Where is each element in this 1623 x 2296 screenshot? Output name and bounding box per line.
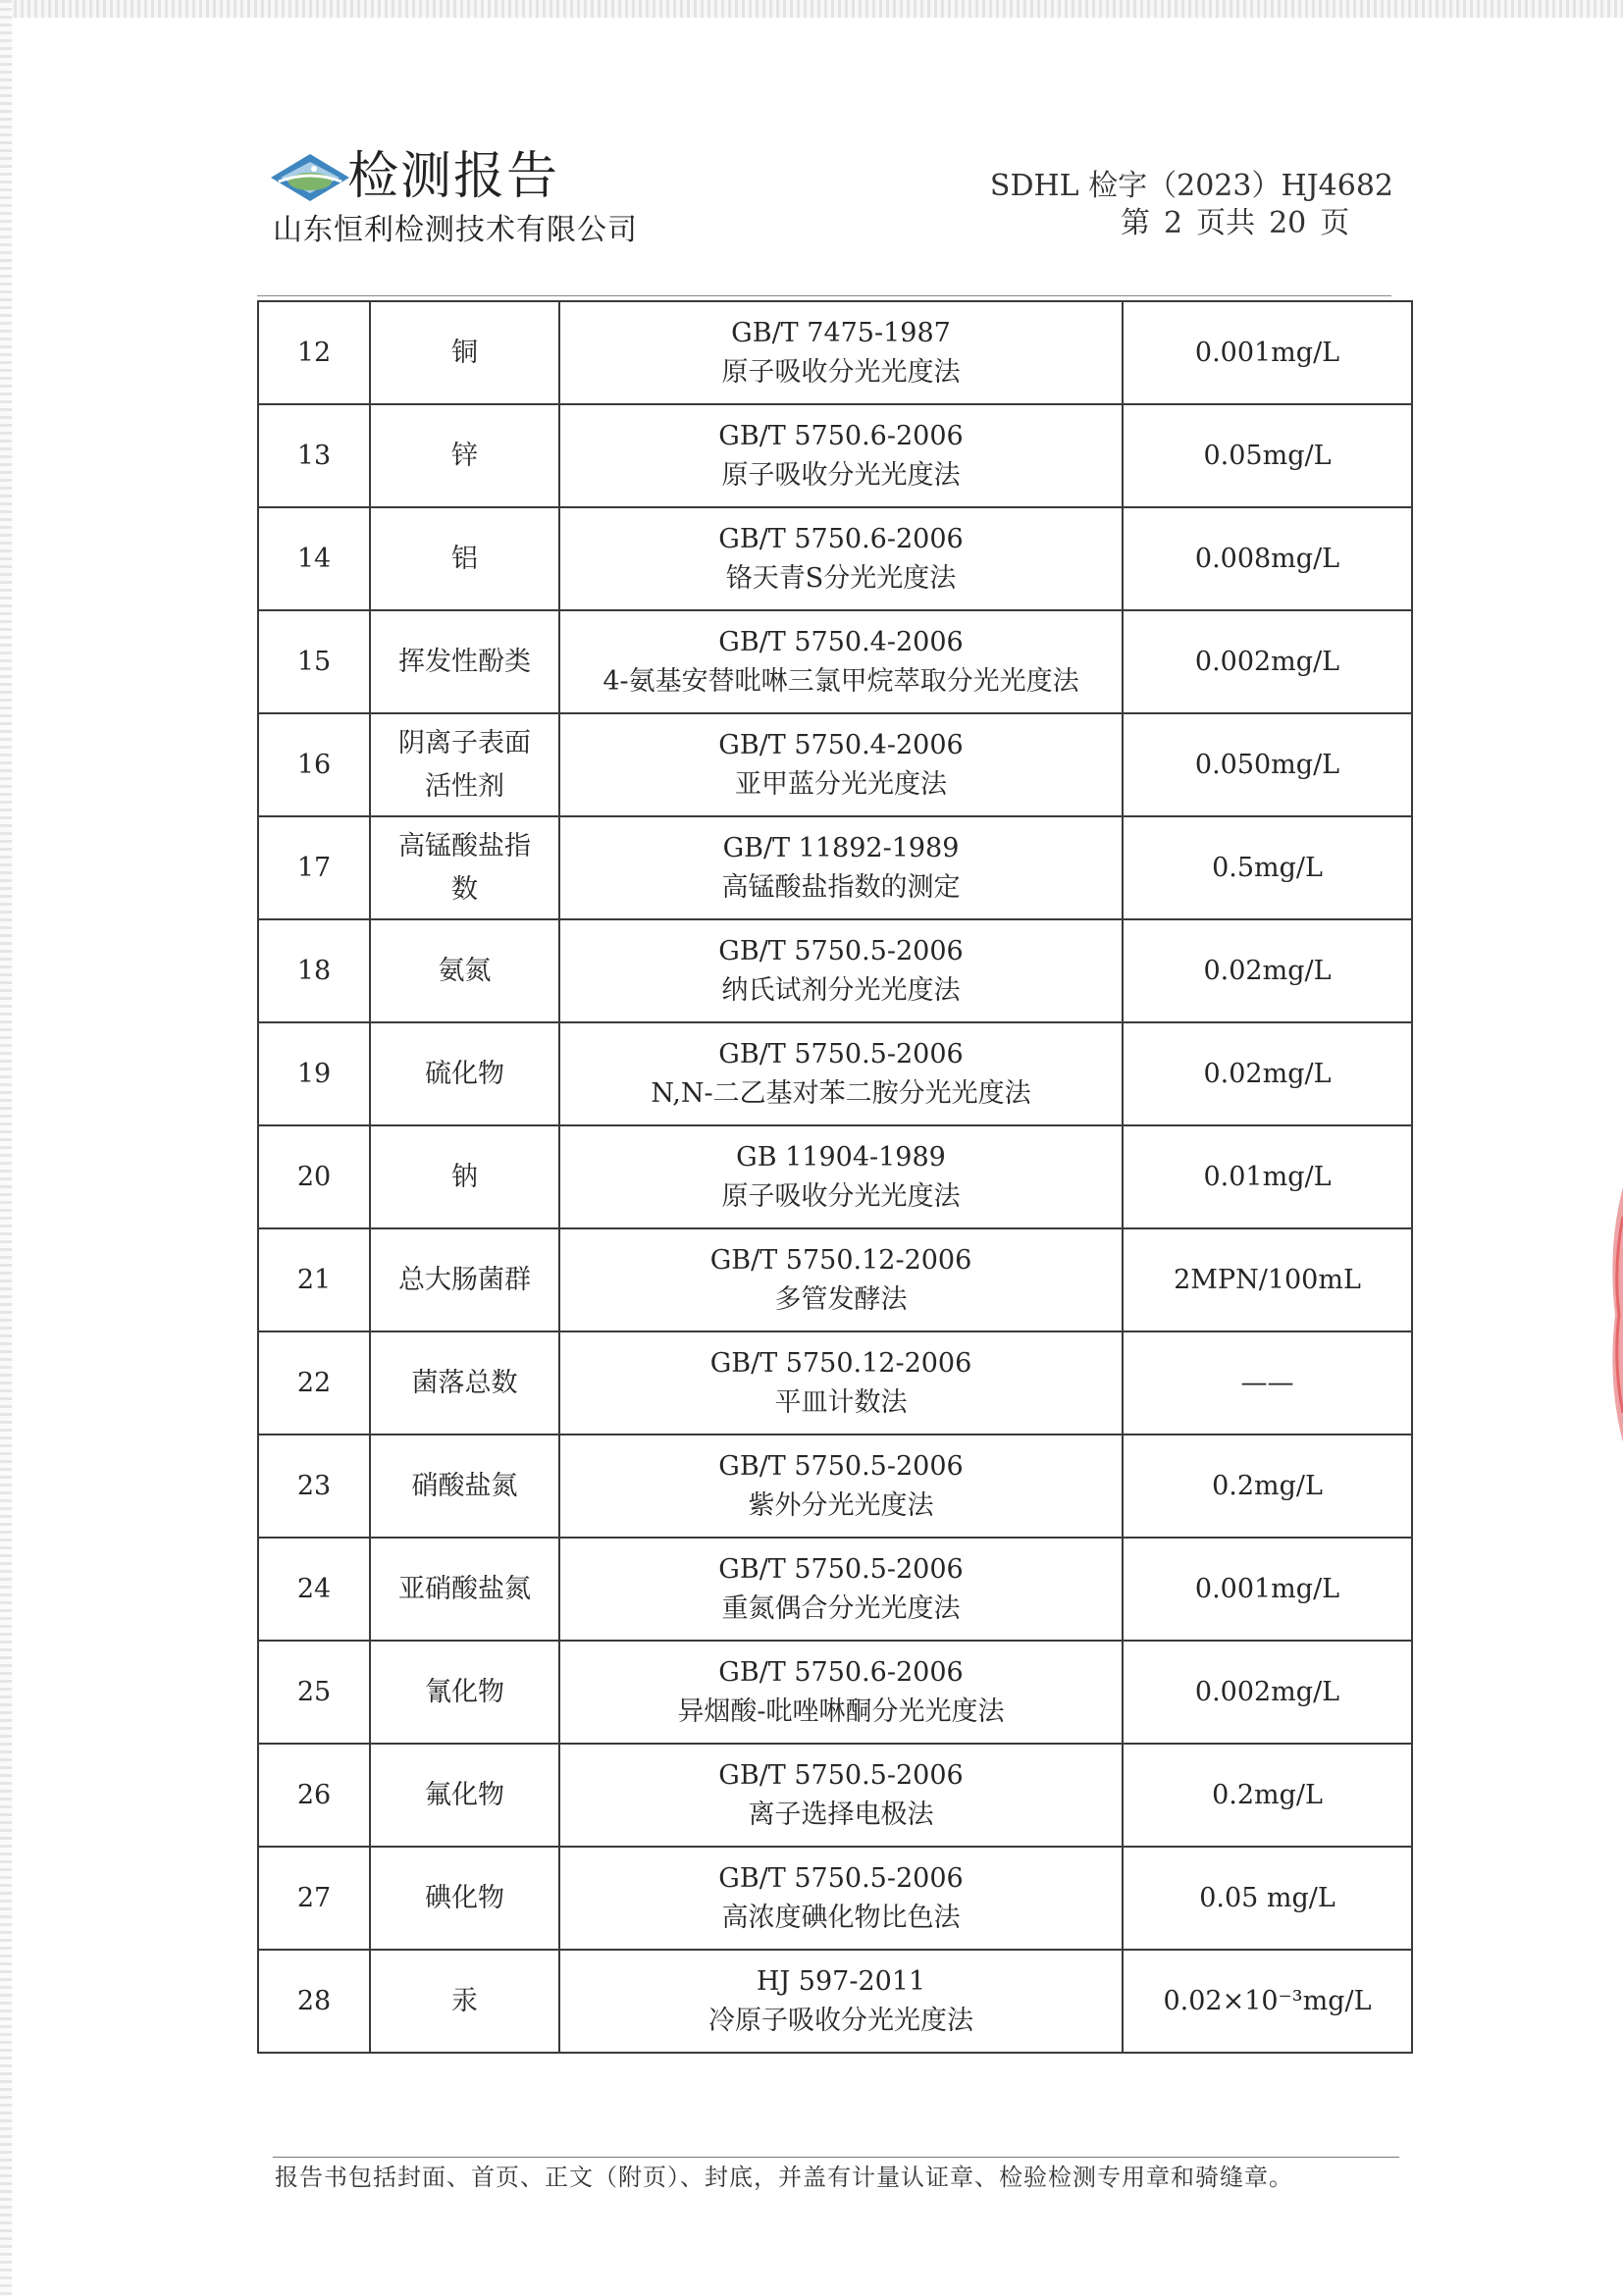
method-standard: GB/T 5750.6-2006 bbox=[718, 1656, 964, 1688]
method-standard: GB/T 11892-1989 bbox=[722, 832, 960, 863]
detection-limit: 0.02×10⁻³mg/L bbox=[1123, 1950, 1412, 2053]
method-name: 原子吸收分光光度法 bbox=[721, 356, 961, 388]
method-name: 高锰酸盐指数的测定 bbox=[721, 871, 961, 903]
item-cell bbox=[370, 1641, 559, 1744]
row-number: 16 bbox=[258, 713, 370, 816]
page-prefix: 第 bbox=[1121, 206, 1150, 240]
row-number: 23 bbox=[258, 1435, 370, 1538]
footer-note: 报告书包括封面、首页、正文（附页）、封底，并盖有计量认证章、检验检测专用章和骑缝章。 bbox=[275, 2164, 1293, 2191]
scan-edge-top bbox=[0, 0, 1623, 18]
method-standard: HJ 597-2011 bbox=[756, 1965, 926, 1997]
detection-limit: 0.5mg/L bbox=[1123, 816, 1412, 919]
item-name: 氨氮 bbox=[438, 955, 492, 986]
item-cell bbox=[370, 1022, 559, 1125]
method-standard: GB/T 5750.6-2006 bbox=[718, 420, 964, 451]
method-name: 紫外分光光度法 bbox=[748, 1489, 934, 1521]
method-standard: GB/T 7475-1987 bbox=[731, 317, 951, 348]
item-cell bbox=[370, 610, 559, 713]
page-suffix: 页 bbox=[1320, 206, 1350, 240]
method-standard: GB/T 5750.5-2006 bbox=[718, 1450, 964, 1482]
method-name: 纳氏试剂分光光度法 bbox=[721, 974, 961, 1006]
row-number: 22 bbox=[258, 1331, 370, 1435]
method-cell bbox=[559, 507, 1123, 610]
item-cell bbox=[370, 1331, 559, 1435]
item-cell bbox=[370, 1125, 559, 1228]
item-name: 硫化物 bbox=[425, 1058, 504, 1089]
table-row bbox=[258, 1125, 1412, 1228]
method-standard: GB/T 5750.4-2006 bbox=[718, 626, 964, 657]
page-info bbox=[1121, 204, 1349, 243]
table-row bbox=[258, 404, 1412, 507]
detection-limit: —— bbox=[1123, 1331, 1412, 1435]
item-name: 亚硝酸盐氮 bbox=[398, 1573, 531, 1604]
table-row bbox=[258, 1435, 1412, 1538]
table-row bbox=[258, 816, 1412, 919]
method-standard: GB/T 5750.5-2006 bbox=[718, 935, 964, 966]
method-name: 平皿计数法 bbox=[774, 1386, 908, 1418]
report-number: SDHL 检字（2023）HJ4682 bbox=[989, 169, 1393, 203]
item-cell bbox=[370, 301, 559, 404]
method-standard: GB/T 5750.5-2006 bbox=[718, 1759, 964, 1791]
item-cell bbox=[370, 1538, 559, 1641]
detection-limit: 0.001mg/L bbox=[1123, 1538, 1412, 1641]
method-standard: GB/T 5750.5-2006 bbox=[718, 1862, 964, 1894]
method-standard: GB 11904-1989 bbox=[736, 1141, 946, 1173]
results-table bbox=[257, 300, 1413, 2054]
detection-limit: 0.05mg/L bbox=[1123, 404, 1412, 507]
table-row bbox=[258, 1744, 1412, 1847]
method-cell bbox=[559, 1950, 1123, 2053]
detection-limit: 0.2mg/L bbox=[1123, 1744, 1412, 1847]
item-cell bbox=[370, 507, 559, 610]
method-cell bbox=[559, 1435, 1123, 1538]
item-cell bbox=[370, 1847, 559, 1950]
method-cell bbox=[559, 404, 1123, 507]
detection-limit: 0.02mg/L bbox=[1123, 1022, 1412, 1125]
method-cell bbox=[559, 1331, 1123, 1435]
item-cell bbox=[370, 404, 559, 507]
item-name: 高锰酸盐指数 bbox=[398, 830, 531, 905]
method-cell bbox=[559, 1847, 1123, 1950]
item-name: 阴离子表面活性剂 bbox=[398, 727, 531, 802]
row-number: 24 bbox=[258, 1538, 370, 1641]
table-row bbox=[258, 1950, 1412, 2053]
method-name: 4-氨基安替吡啉三氯甲烷萃取分光光度法 bbox=[602, 665, 1079, 697]
method-standard: GB/T 5750.4-2006 bbox=[718, 729, 964, 760]
item-name: 铜 bbox=[451, 337, 478, 368]
method-name: 异烟酸-吡唑啉酮分光光度法 bbox=[677, 1696, 1005, 1727]
method-cell bbox=[559, 610, 1123, 713]
row-number: 28 bbox=[258, 1950, 370, 2053]
row-number: 21 bbox=[258, 1228, 370, 1331]
report-title: 检测报告 bbox=[347, 147, 560, 206]
table-row bbox=[258, 713, 1412, 816]
method-cell bbox=[559, 919, 1123, 1022]
method-standard: GB/T 5750.12-2006 bbox=[709, 1244, 972, 1276]
row-number: 18 bbox=[258, 919, 370, 1022]
detection-limit: 0.050mg/L bbox=[1123, 713, 1412, 816]
item-cell bbox=[370, 1950, 559, 2053]
detection-limit: 0.05 mg/L bbox=[1123, 1847, 1412, 1950]
table-row bbox=[258, 1022, 1412, 1125]
table-row bbox=[258, 1331, 1412, 1435]
method-cell bbox=[559, 301, 1123, 404]
row-number: 15 bbox=[258, 610, 370, 713]
company-logo bbox=[271, 152, 349, 203]
method-name: N,N-二乙基对苯二胺分光光度法 bbox=[651, 1077, 1031, 1109]
row-number: 27 bbox=[258, 1847, 370, 1950]
table-row bbox=[258, 507, 1412, 610]
method-cell bbox=[559, 1641, 1123, 1744]
item-name: 铝 bbox=[451, 543, 478, 574]
row-number: 17 bbox=[258, 816, 370, 919]
method-cell bbox=[559, 1125, 1123, 1228]
table-row bbox=[258, 1641, 1412, 1744]
detection-limit: 0.002mg/L bbox=[1123, 1641, 1412, 1744]
detection-limit: 0.008mg/L bbox=[1123, 507, 1412, 610]
method-cell bbox=[559, 816, 1123, 919]
table-row bbox=[258, 1538, 1412, 1641]
method-cell bbox=[559, 713, 1123, 816]
item-name: 氟化物 bbox=[425, 1779, 504, 1810]
footer-divider bbox=[273, 2157, 1399, 2158]
method-name: 冷原子吸收分光光度法 bbox=[708, 2005, 973, 2036]
method-standard: GB/T 5750.6-2006 bbox=[718, 523, 964, 554]
item-name: 碘化物 bbox=[425, 1882, 504, 1913]
detection-limit: 0.001mg/L bbox=[1123, 301, 1412, 404]
row-number: 13 bbox=[258, 404, 370, 507]
scan-edge-left bbox=[0, 0, 12, 2296]
row-number: 12 bbox=[258, 301, 370, 404]
method-name: 铬天青S分光光度法 bbox=[725, 562, 957, 594]
row-number: 14 bbox=[258, 507, 370, 610]
detection-limit: 0.02mg/L bbox=[1123, 919, 1412, 1022]
method-standard: GB/T 5750.5-2006 bbox=[718, 1553, 964, 1585]
item-cell bbox=[370, 816, 559, 919]
method-name: 原子吸收分光光度法 bbox=[721, 1180, 961, 1212]
method-cell bbox=[559, 1538, 1123, 1641]
row-number: 20 bbox=[258, 1125, 370, 1228]
item-name: 菌落总数 bbox=[411, 1367, 518, 1398]
method-name: 高浓度碘化物比色法 bbox=[721, 1902, 961, 1933]
method-name: 多管发酵法 bbox=[774, 1283, 908, 1315]
method-name: 亚甲蓝分光光度法 bbox=[735, 768, 947, 800]
method-name: 原子吸收分光光度法 bbox=[721, 459, 961, 491]
seal-stamp-edge bbox=[1605, 1187, 1623, 1442]
item-cell bbox=[370, 919, 559, 1022]
row-number: 19 bbox=[258, 1022, 370, 1125]
detection-limit: 2MPN/100mL bbox=[1123, 1228, 1412, 1331]
method-cell bbox=[559, 1228, 1123, 1331]
page-middle: 页共 bbox=[1196, 206, 1256, 240]
method-name: 重氮偶合分光光度法 bbox=[721, 1592, 961, 1624]
item-name: 挥发性酚类 bbox=[398, 646, 531, 677]
method-name: 离子选择电极法 bbox=[748, 1799, 934, 1830]
detection-limit: 0.002mg/L bbox=[1123, 610, 1412, 713]
method-cell bbox=[559, 1022, 1123, 1125]
table-row bbox=[258, 919, 1412, 1022]
detection-limit: 0.2mg/L bbox=[1123, 1435, 1412, 1538]
row-number: 26 bbox=[258, 1744, 370, 1847]
page-current: 2 bbox=[1164, 206, 1183, 240]
item-name: 汞 bbox=[451, 1985, 478, 2016]
company-name: 山东恒利检测技术有限公司 bbox=[273, 213, 638, 247]
item-name: 硝酸盐氮 bbox=[411, 1470, 518, 1501]
table-row bbox=[258, 1228, 1412, 1331]
page-total: 20 bbox=[1269, 206, 1307, 240]
item-cell bbox=[370, 713, 559, 816]
item-name: 钠 bbox=[451, 1161, 478, 1192]
method-standard: GB/T 5750.5-2006 bbox=[718, 1038, 964, 1070]
item-cell bbox=[370, 1744, 559, 1847]
method-standard: GB/T 5750.12-2006 bbox=[709, 1347, 972, 1379]
row-number: 25 bbox=[258, 1641, 370, 1744]
table-row bbox=[258, 301, 1412, 404]
item-name: 氰化物 bbox=[425, 1676, 504, 1707]
item-cell bbox=[370, 1228, 559, 1331]
detection-limit: 0.01mg/L bbox=[1123, 1125, 1412, 1228]
table-row bbox=[258, 1847, 1412, 1950]
table-row bbox=[258, 610, 1412, 713]
header-divider bbox=[257, 295, 1391, 296]
item-cell bbox=[370, 1435, 559, 1538]
item-name: 总大肠菌群 bbox=[398, 1264, 531, 1295]
method-cell bbox=[559, 1744, 1123, 1847]
item-name: 锌 bbox=[451, 440, 478, 471]
